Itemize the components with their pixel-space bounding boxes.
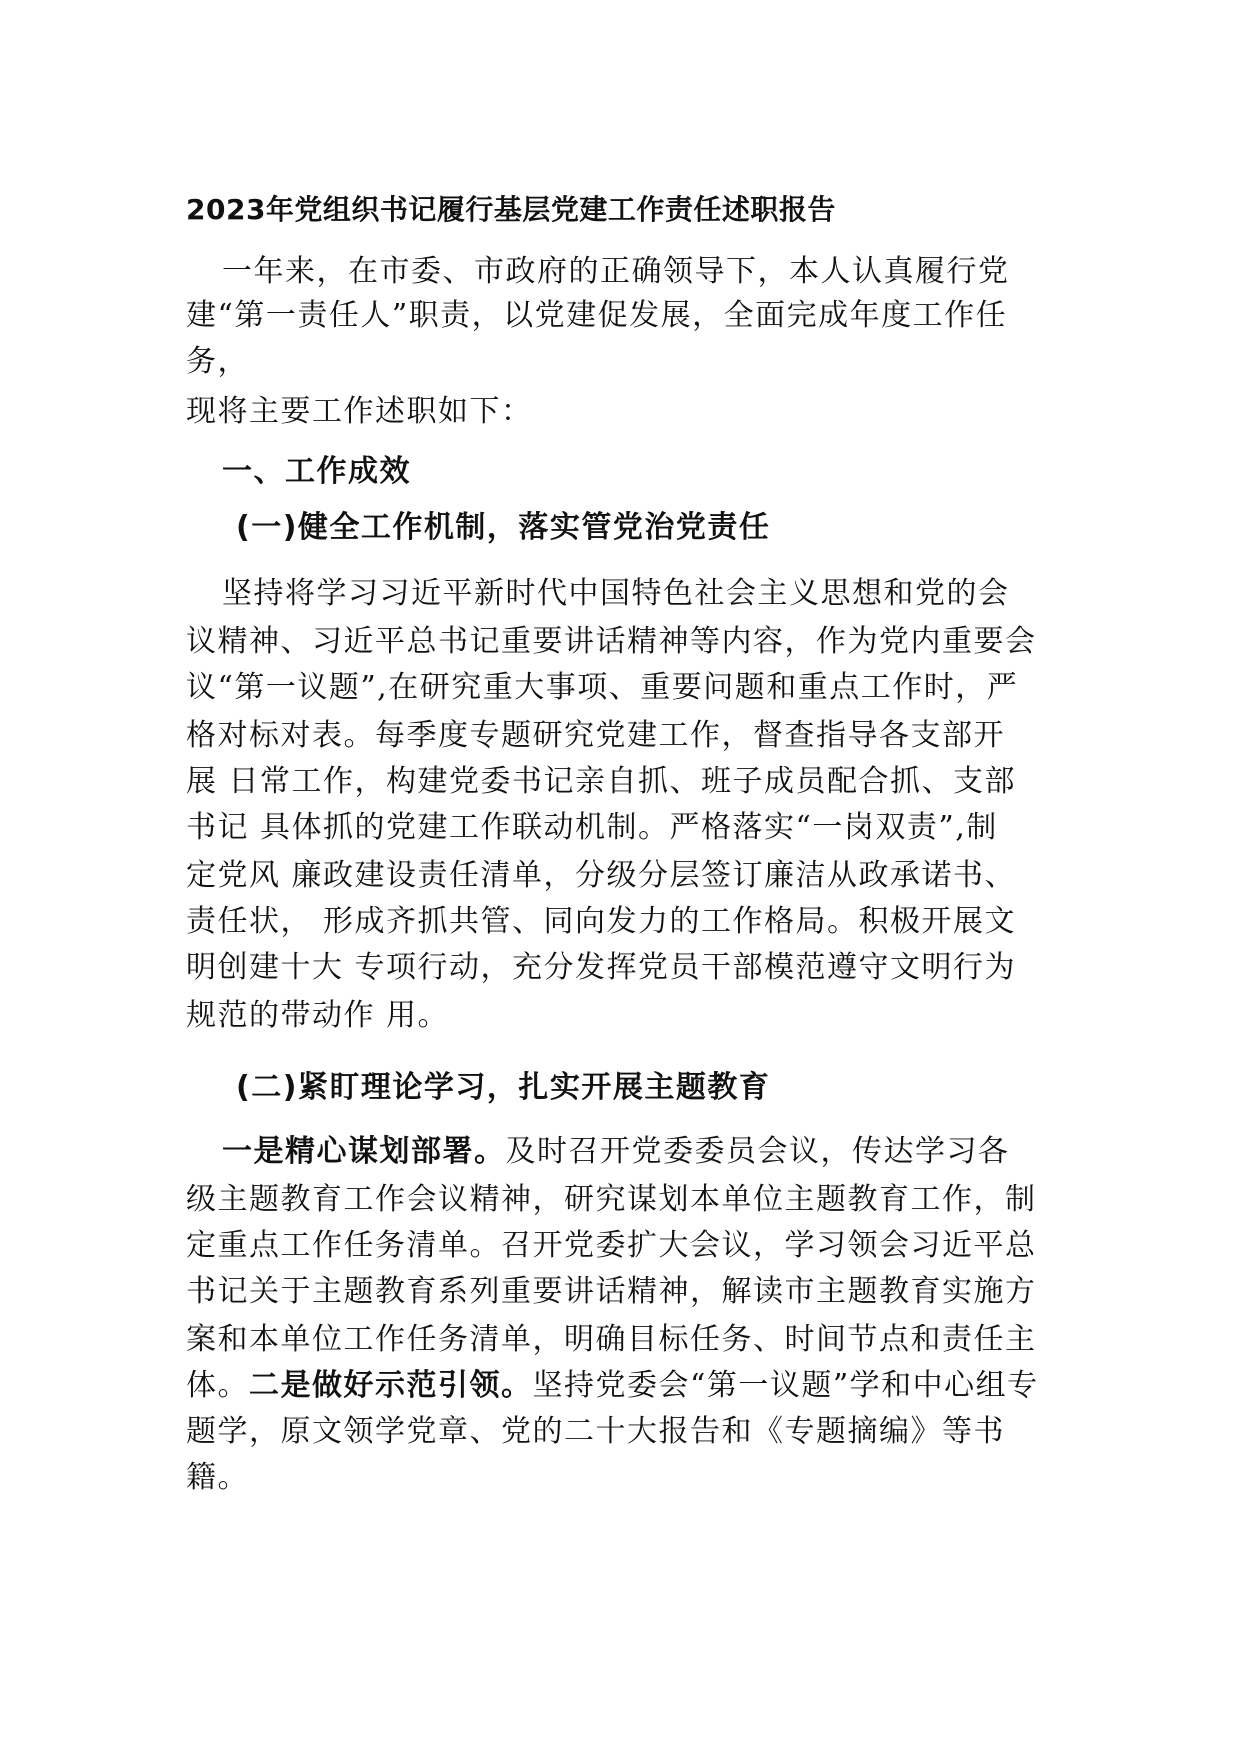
paragraph-line bbox=[186, 1366, 1039, 1406]
paragraph-line: 书记关于主题教育系列重要讲话精神，解读市主题教育实施方 bbox=[186, 1274, 1037, 1309]
paragraph-line: 案和本单位工作任务清单，明确目标任务、时间节点和责任主 bbox=[186, 1322, 1037, 1357]
paragraph-line: 格对标对表。每季度专题研究党建工作，督查指导各支部开 bbox=[186, 718, 1005, 753]
paragraph-line bbox=[222, 1132, 1010, 1172]
paragraph-line: 展 日常工作，构建党委书记亲自抓、班子成员配合抓、支部 bbox=[186, 764, 1017, 799]
paragraph-line: 责任状， 形成齐抓共管、同向发力的工作格局。积极开展文 bbox=[186, 904, 1017, 939]
paragraph-line: 书记 具体抓的党建工作联动机制。严格落实“一岗双责”,制 bbox=[186, 810, 998, 845]
paragraph-line: 籍。 bbox=[186, 1460, 249, 1495]
lead-phrase-1: 一是精心谋划部署。 bbox=[222, 1134, 506, 1169]
intro-line-2: 建“第一责任人”职责，以党建促发展，全面完成年度工作任 bbox=[186, 298, 1008, 333]
lead-phrase-2: 二是做好示范引领。 bbox=[249, 1368, 533, 1403]
paragraph-line: 定重点工作任务清单。召开党委扩大会议，学习领会习近平总 bbox=[186, 1228, 1037, 1263]
section-heading-achievements: 一、工作成效 bbox=[222, 454, 411, 489]
intro-line-4: 现将主要工作述职如下： bbox=[186, 394, 533, 429]
paragraph-text: 坚持党委会“第一议题”学和中心组专 bbox=[532, 1368, 1039, 1403]
paragraph-line: 级主题教育工作会议精神，研究谋划本单位主题教育工作，制 bbox=[186, 1182, 1037, 1217]
paragraph-line: 题学，原文领学党章、党的二十大报告和《专题摘编》等书 bbox=[186, 1414, 1005, 1449]
paragraph-line: 定党风 廉政建设责任清单，分级分层签订廉洁从政承诺书、 bbox=[186, 858, 1017, 893]
subsection-heading-2: (二)紧盯理论学习，扎实开展主题教育 bbox=[236, 1070, 771, 1105]
document-title: 2023年党组织书记履行基层党建工作责任述职报告 bbox=[186, 193, 836, 226]
paragraph-line: 坚持将学习习近平新时代中国特色社会主义思想和党的会 bbox=[222, 576, 1010, 611]
paragraph-text: 体。 bbox=[186, 1368, 249, 1403]
intro-line-1: 一年来，在市委、市政府的正确领导下，本人认真履行党 bbox=[222, 254, 1010, 289]
paragraph-line: 议精神、习近平总书记重要讲话精神等内容，作为党内重要会 bbox=[186, 624, 1037, 659]
paragraph-text: 及时召开党委委员会议，传达学习各 bbox=[505, 1134, 1010, 1169]
paragraph-line: 议“第一议题”,在研究重大事项、重要问题和重点工作时，严 bbox=[186, 670, 1019, 705]
paragraph-line: 明创建十大 专项行动，充分发挥党员干部模范遵守文明行为 bbox=[186, 950, 1017, 985]
paragraph-line: 规范的带动作 用。 bbox=[186, 998, 450, 1033]
intro-line-3: 务， bbox=[186, 344, 249, 379]
subsection-heading-1: (一)健全工作机制，落实管党治党责任 bbox=[236, 510, 771, 545]
